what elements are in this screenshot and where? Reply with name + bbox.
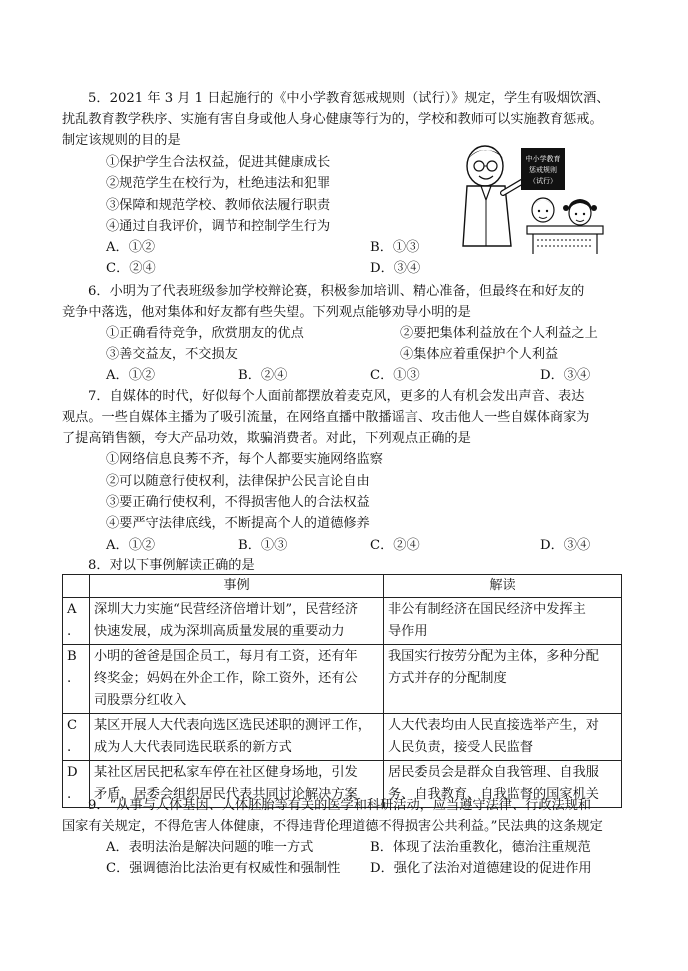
q7-choice-d: D．③④: [540, 538, 591, 553]
q5-choice-a: A．①②: [106, 240, 156, 255]
table-row: [63, 598, 622, 645]
q6-choice-c: C．①③: [370, 368, 420, 383]
table-row: [63, 714, 622, 761]
q5-stem-line-3: 制定该规则的目的是: [62, 133, 181, 148]
board-text-3: （试行）: [529, 177, 557, 185]
table-row: [63, 645, 622, 714]
case-line: 司股票分红收入: [94, 693, 187, 708]
q7-choice-c: C．②④: [370, 538, 420, 553]
case-line: 成为人大代表同选民联系的新方式: [94, 740, 292, 755]
q8-row-d-letter: [63, 761, 90, 808]
q8-header-case: 事例: [90, 575, 384, 598]
reading-line: 居民委员会是群众自我管理、自我服: [388, 765, 599, 780]
row-letter: B: [67, 649, 77, 664]
q7-item-3: ③要正确行使权利，不得损害他人的合法权益: [106, 495, 370, 510]
q5-item-4: ④通过自我评价，调节和控制学生行为: [106, 219, 331, 234]
q9-stem-line-1: 9．“从事与人体基因、人体胚胎等有关的医学和科研活动，应当遵守法律、行政法规和: [88, 798, 592, 813]
q6-stem-line-2: 竞争中落选，他对集体和好友都有些失望。下列观点能够劝导小明的是: [62, 305, 471, 320]
q9-choice-b: B．体现了法治重教化，德治注重规范: [370, 840, 591, 855]
q8-header-reading: 解读: [384, 575, 622, 598]
board-text-1: 中小学教育: [525, 155, 561, 163]
q8-row-b-reading: [384, 645, 622, 714]
case-line: 某区开展人大代表向选区选民述职的测评工作，: [94, 718, 371, 733]
q7-stem-line-3: 了提高销售额，夸大产品功效，欺骗消费者。对此，下列观点正确的是: [62, 431, 471, 446]
q5-stem-line-2: 扰乱教育教学秩序、实施有害自身或他人身心健康等行为的，学校和教师可以实施教育惩戒。: [62, 112, 603, 127]
case-line: 某社区居民把私家车停在社区健身场地，引发: [94, 765, 358, 780]
q5-choice-d: D．③④: [370, 261, 421, 276]
teacher-students-cartoon: [445, 138, 610, 256]
q6-item-2: ②要把集体利益放在个人利益之上: [400, 326, 598, 341]
q7-stem-line-1: 7．自媒体的时代，好似每个人面前都摆放着麦克风，更多的人有机会发出声音、表达: [88, 389, 585, 404]
q8-row-a-reading: [384, 598, 622, 645]
reading-line: 导作用: [388, 624, 428, 639]
q6-choice-b: B．②④: [238, 368, 288, 383]
q8-header-blank: [63, 575, 90, 598]
row-letter: A: [67, 602, 77, 617]
q8-stem: 8．对以下事例解读正确的是: [88, 558, 255, 573]
q6-choice-d: D．③④: [540, 368, 591, 383]
q8-row-a-case: [90, 598, 384, 645]
q5-stem-line-1: 5．2021 年 3 月 1 日起施行的《中小学教育惩戒规则（试行）》规定，学生有吸烟饮酒、: [88, 91, 610, 106]
case-line: 快速发展，成为深圳高质量发展的重要动力: [94, 624, 345, 639]
reading-line: 方式并存的分配制度: [388, 671, 507, 686]
q5-choice-b: B．①③: [370, 240, 420, 255]
q6-item-4: ④集体应着重保护个人利益: [400, 347, 559, 362]
q7-item-2: ②可以随意行使权利，法律保护公民言论自由: [106, 474, 370, 489]
q8-row-c-letter: [63, 714, 90, 761]
reading-line: 非公有制经济在国民经济中发挥主: [388, 602, 586, 617]
q9-stem-line-2: 国家有关规定，不得危害人体健康，不得违背伦理道德不得损害公共利益。”民法典的这条规定: [62, 819, 603, 834]
case-line: 深圳大力实施“民营经济倍增计划”，民营经济: [94, 602, 359, 617]
q5-item-1: ①保护学生合法权益，促进其健康成长: [106, 155, 331, 170]
board-text-2: 惩戒规则: [529, 166, 557, 174]
q6-item-3: ③善交益友，不交损友: [106, 347, 238, 362]
q5-item-2: ②规范学生在校行为，杜绝违法和犯罪: [106, 176, 331, 191]
row-letter: C: [67, 718, 78, 733]
q5-choice-c: C．②④: [106, 261, 156, 276]
q7-item-1: ①网络信息良莠不齐，每个人都要实施网络监察: [106, 452, 383, 467]
reading-line: 务、自我教育、自我监督的国家机关: [388, 787, 599, 802]
q8-row-c-reading: [384, 714, 622, 761]
case-line: 小明的爸爸是国企员工，每月有工资，还有年: [94, 649, 358, 664]
row-dot: .: [67, 740, 72, 755]
q9-choice-a: A．表明法治是解决问题的唯一方式: [106, 840, 314, 855]
reading-line: 人民负责，接受人民监督: [388, 740, 534, 755]
case-line: 矛盾，居委会组织居民代表共同讨论解决方案: [94, 787, 358, 802]
q8-row-c-case: [90, 714, 384, 761]
q8-row-b-letter: [63, 645, 90, 714]
q6-stem-line-1: 6．小明为了代表班级参加学校辩论赛，积极参加培训、精心准备，但最终在和好友的: [88, 284, 585, 299]
q8-table: [62, 574, 622, 808]
q9-choice-d: D．强化了法治对道德建设的促进作用: [370, 861, 592, 876]
q8-row-a-letter: [63, 598, 90, 645]
row-dot: .: [67, 624, 72, 639]
q5-item-3: ③保障和规范学校、教师依法履行职责: [106, 198, 331, 213]
case-line: 终奖金；妈妈在外企工作，除工资外，还有公: [94, 671, 358, 686]
row-dot: .: [67, 671, 72, 686]
q6-item-1: ①正确看待竞争，欣赏朋友的优点: [106, 326, 304, 341]
q7-choice-a: A．①②: [106, 538, 156, 553]
reading-line: 我国实行按劳分配为主体，多种分配: [388, 649, 599, 664]
q6-choice-a: A．①②: [106, 368, 156, 383]
row-letter: D: [67, 765, 78, 780]
q7-stem-line-2: 观点。一些自媒体主播为了吸引流量，在网络直播中散播谣言、攻击他人一些自媒体商家为: [62, 410, 590, 425]
reading-line: 人大代表均由人民直接选举产生，对: [388, 718, 599, 733]
q7-item-4: ④要严守法律底线，不断提高个人的道德修养: [106, 516, 370, 531]
q9-choice-c: C．强调德治比法治更有权威性和强制性: [106, 861, 341, 876]
row-dot: .: [67, 787, 72, 802]
q7-choice-b: B．①③: [238, 538, 288, 553]
q8-row-b-case: [90, 645, 384, 714]
q8-table-header: [63, 575, 622, 598]
